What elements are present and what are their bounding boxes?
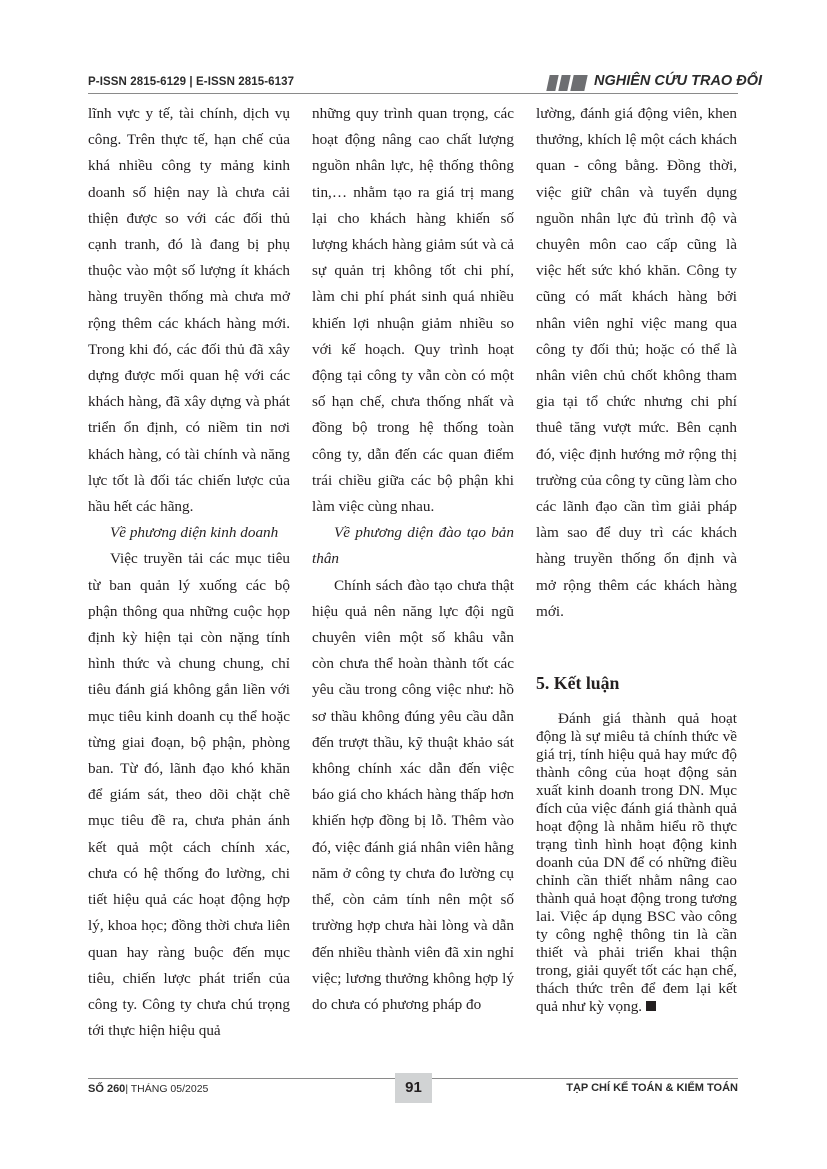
- footer-issue-number: SỐ 260: [88, 1083, 126, 1095]
- section-title: NGHIÊN CỨU TRAO ĐỔI: [594, 73, 763, 89]
- column-2-paragraph-1: những quy trình quan trọng, các hoạt động nâng cao chất lượng nguồn nhân lực, hệ thống thông tin,… nhằm tạo ra giá trị mang lại cho khách hàng khiến số lượng khách hàng giảm sút và cả sự quản trị không tốt chi phí, làm chi phí phát sinh quá nhiều khiến lợi nhuận giảm nhiều so với kế hoạch. Quy trình hoạt động tại công ty vẫn còn có một số hạn chế, chưa thống nhất và đồng bộ trong hệ thống toàn công ty, dẫn đến các quan điểm trái chiều giữa các bộ phận khi làm việc cùng nhau.: [312, 105, 514, 516]
- column-2-heading: Về phương diện đào tạo bản thân: [312, 524, 514, 568]
- conclusion-text: Đánh giá thành quả hoạt động là sự miêu tả chính thức về giá trị, tính hiệu quả hay mức độ thành công của hoạt động sản xuất kinh doanh trong DN. Mục đích của việc đánh giá thành quả hoạt động là nhằm hiểu rõ thực trạng tình hình hoạt động kinh doanh của DN để có những điều chỉnh cần thiết nhằm nâng cao thành quả hoạt động trong tương lai. Việc áp dụng BSC vào công ty công nghệ thông tin là cần thiết và phải triển khai thận trong, giải quyết tốt các hạn chế, thách thức trên để đem lại kết quả như kỳ vọng.: [536, 709, 737, 1015]
- end-of-article-mark: [646, 1001, 656, 1011]
- footer-journal-name: TẠP CHÍ KẾ TOÁN & KIỂM TOÁN: [566, 1082, 738, 1094]
- column-1-heading: Về phương diện kinh doanh: [110, 524, 279, 542]
- page-number: 91: [395, 1073, 432, 1103]
- conclusion-section: [536, 656, 737, 1016]
- footer-month: | THÁNG 05/2025: [125, 1083, 209, 1095]
- column-3-paragraph-1: lường, đánh giá động viên, khen thưởng, khích lệ một cách khách quan - công bằng. Đồng thời, việc giữ chân và tuyển dụng nguồn nhân lực đủ trình độ và chuyên môn cao cấp cũng là việc hết sức khó khăn. Công ty cũng có mất khách hàng bởi nhân viên nghỉ việc mang qua công ty đối thủ; hoặc có thể là nhân viên chủ chốt không tham gia tại tổ chức nhưng chi phí thuê tăng vượt mức. Bên cạnh đó, việc định hướng mở rộng thị trường của công ty cũng làm cho các lãnh đạo cần tìm giải pháp làm sao để duy trì các khách hàng truyền thống ổn định và mở rộng thêm các khách hàng mới.: [536, 105, 737, 620]
- footer-issue: [88, 1083, 208, 1095]
- header-rule: [88, 93, 738, 94]
- header-issn: P-ISSN 2815-6129 | E-ISSN 2815-6137: [88, 76, 295, 88]
- conclusion-heading: 5. Kết luận: [536, 672, 620, 693]
- conclusion-paragraph: [536, 710, 737, 1016]
- column-1-paragraph-1: lĩnh vực y tế, tài chính, dịch vụ công. Trên thực tế, hạn chế của khá nhiều công ty mảng kinh doanh số hiện nay là chưa cải thiện được so với các đối thủ cạnh tranh, đó là đang bị phụ thuộc vào một số lượng ít khách hàng truyền thống mà chưa mở rộng thêm các khách hàng mới. Trong khi đó, các đối thủ đã xây dựng được mối quan hệ với các khách hàng, đã xây dựng và phát triển ổn định, có niềm tin nơi khách hàng, có tài chính và năng lực tốt là đối tác chiến lược của hầu hết các hãng.: [88, 105, 290, 516]
- column-2: [312, 101, 514, 1018]
- column-1-paragraph-2: Việc truyền tải các mục tiêu từ ban quản lý xuống các bộ phận thông qua những cuộc họp định kỳ hiện tại còn nặng tính hình thức và chung chung, chỉ tiêu đánh giá không gắn liền với mục tiêu kinh doanh cụ thể hoặc từng giai đoạn, bộ phận, phòng ban. Từ đó, lãnh đạo khó khăn để giám sát, theo dõi chặt chẽ mục tiêu đề ra, chưa phản ánh kết quả một cách chính xác, chưa có hệ thống đo lường, chi tiết hiệu quả các hoạt động hợp lý, khoa học; đồng thời chưa liên quan hay ràng buộc đến mục tiêu, chiến lược phát triển của công ty. Công ty chưa chú trọng tới thực hiện hiệu quả: [88, 550, 290, 1040]
- column-2-paragraph-2: Chính sách đào tạo chưa thật hiệu quả nên năng lực đội ngũ chuyên viên một số khâu vẫn còn chưa thể hoàn thành tốt các yêu cầu trong công việc như: hồ sơ thầu không đúng yêu cầu dẫn đến trượt thầu, kỹ thuật khảo sát không chính xác dẫn đến việc báo giá cho khách hàng thấp hơn khiến hợp đồng bị lỗ. Thêm vào đó, việc đánh giá nhân viên hằng năm ở công ty chưa đo lường cụ thể, còn cảm tính nên một số trường hợp chưa hài lòng và dẫn đến nhiều thành viên đã xin nghỉ việc; lương thưởng không hợp lý do chưa có phương pháp đo: [312, 576, 514, 1013]
- column-3: [536, 101, 737, 625]
- column-1: [88, 101, 290, 1044]
